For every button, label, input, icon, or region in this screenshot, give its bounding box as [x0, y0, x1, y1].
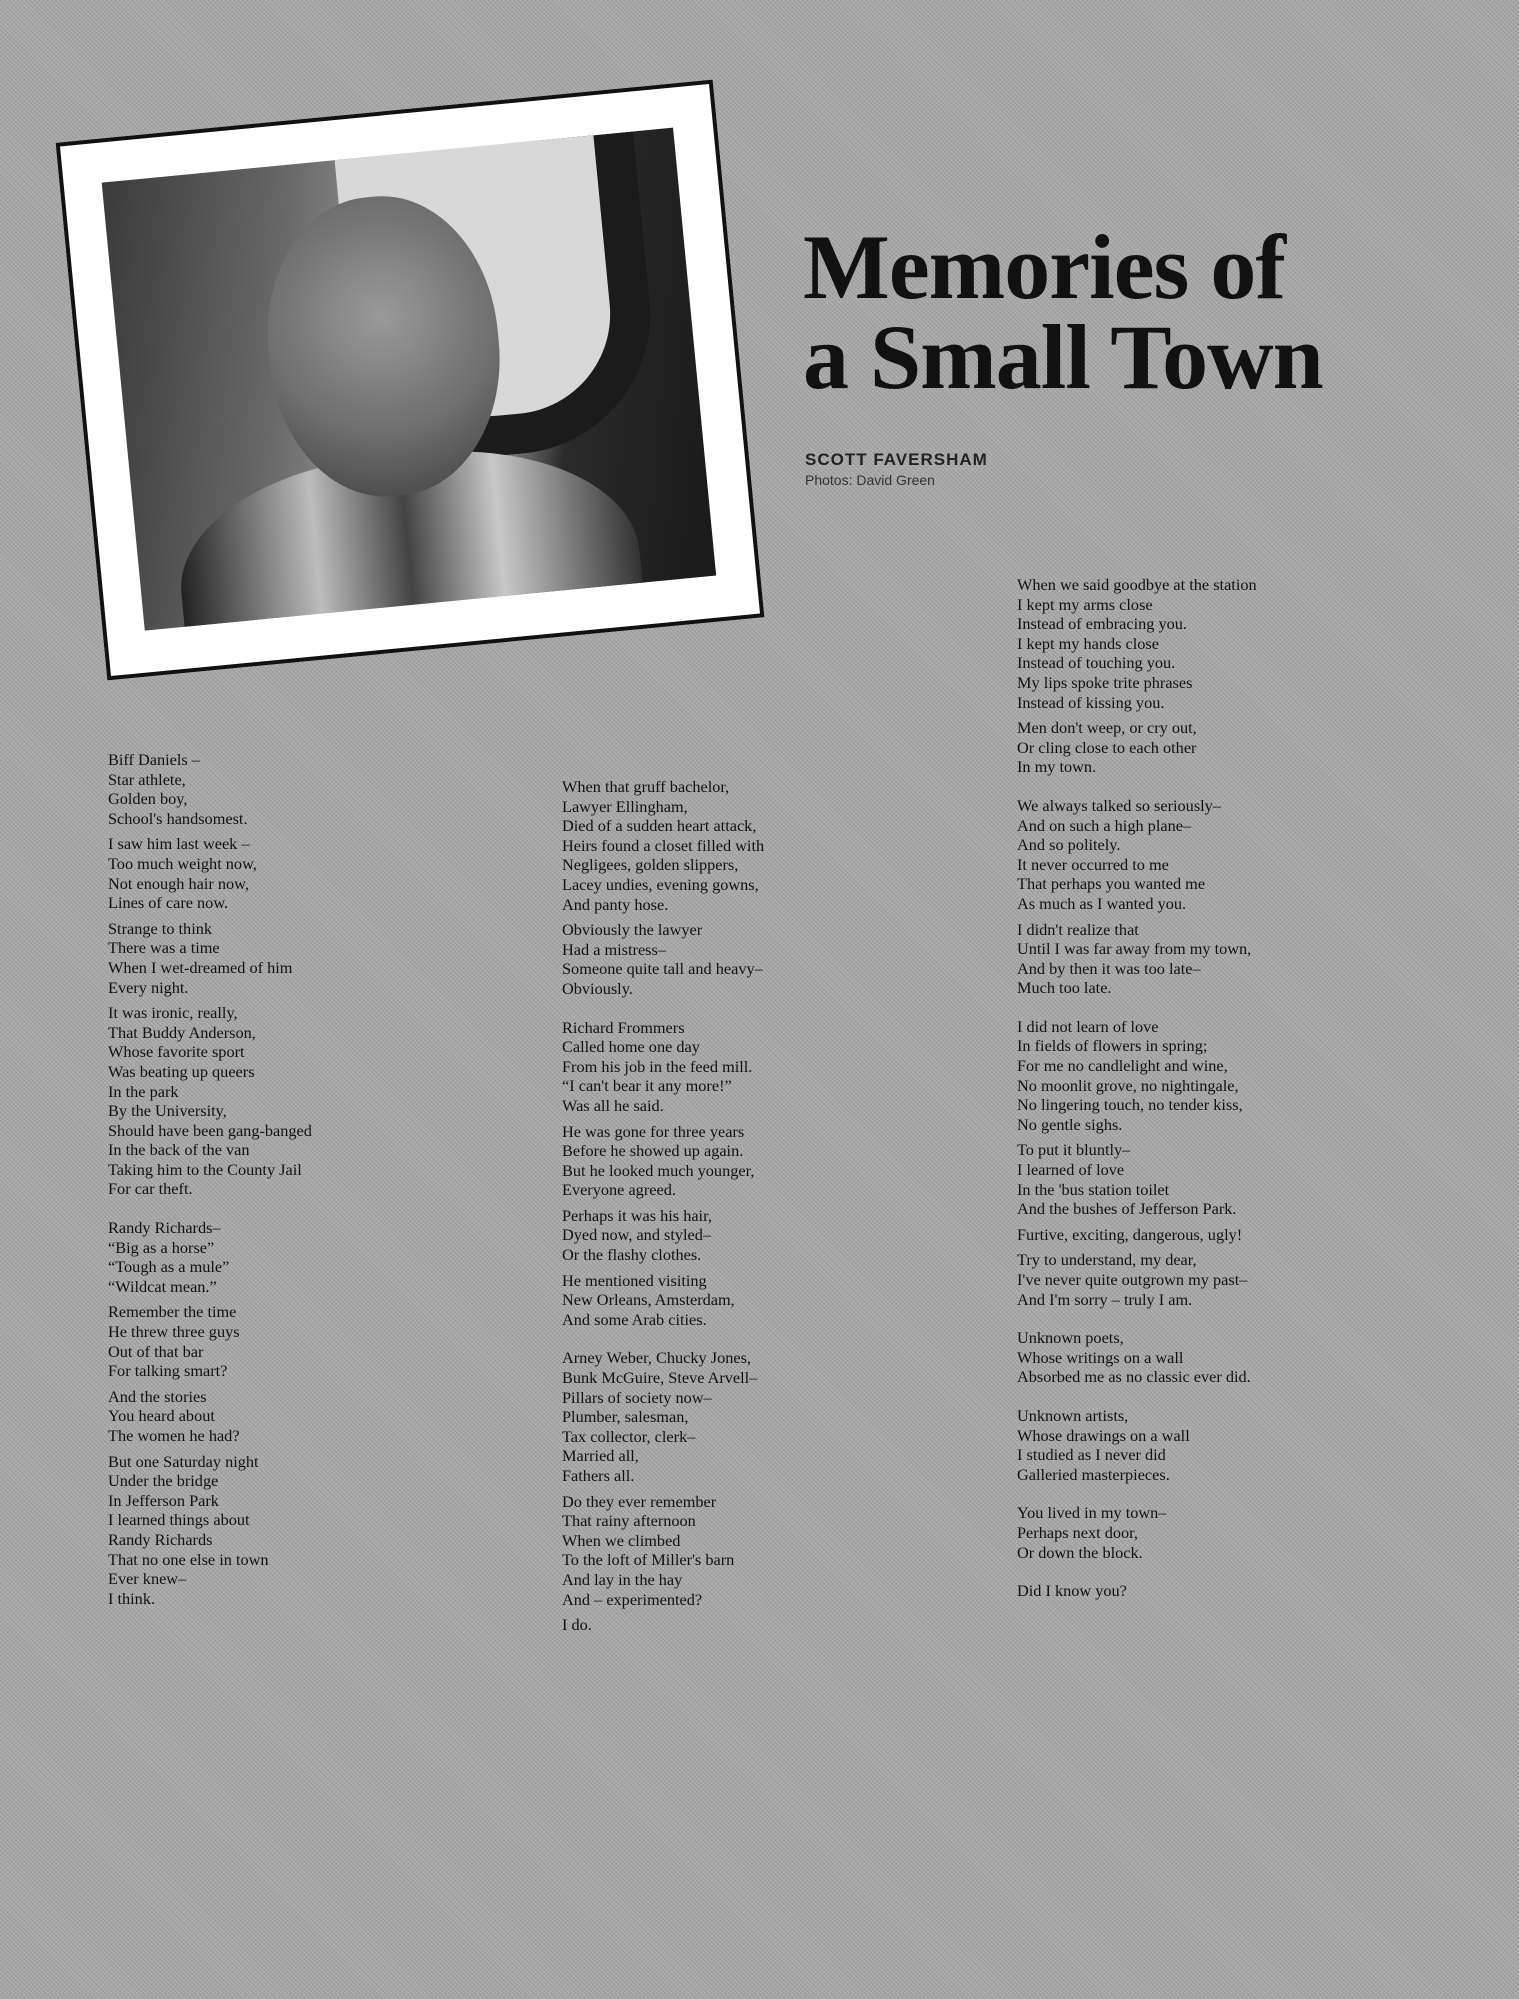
poem-line: Perhaps it was his hair,: [562, 1205, 712, 1225]
stanza: [562, 1271, 764, 1330]
poem-line: Should have been gang-banged: [108, 1120, 312, 1140]
poem-line: Was beating up queers: [108, 1061, 255, 1081]
stanza: [108, 1452, 312, 1609]
poem-column-2: [562, 777, 764, 1654]
poem-line: Tax collector, clerk–: [562, 1426, 696, 1446]
poem-line: It was ironic, really,: [108, 1003, 238, 1023]
stanza: [1017, 1503, 1257, 1562]
poem-line: Obviously.: [562, 978, 633, 998]
poem-line: The women he had?: [108, 1426, 240, 1445]
poem-line: “I can't bear it any more!”: [562, 1076, 732, 1096]
poem-line: And panty hose.: [562, 894, 669, 914]
stanza: [1017, 718, 1257, 777]
poem-line: When I wet-dreamed of him: [108, 957, 293, 977]
poem-line: Pillars of society now–: [562, 1387, 712, 1407]
poem-line: Remember the time: [108, 1302, 237, 1322]
poem-line: Until I was far away from my town,: [1017, 939, 1252, 959]
poem-line: I saw him last week –: [108, 834, 250, 854]
poem-line: It never occurred to me: [1017, 854, 1169, 874]
poem-line: In the back of the van: [108, 1140, 250, 1160]
poem-line: Golden boy,: [108, 789, 188, 809]
poem-line: I learned of love: [1017, 1160, 1125, 1180]
poem-line: Instead of embracing you.: [1017, 614, 1187, 634]
stanza: [1017, 920, 1257, 998]
poem-column-1: [108, 750, 312, 1627]
poem-line: Whose drawings on a wall: [1017, 1425, 1190, 1445]
stanza: [108, 1302, 312, 1380]
stanza: [1017, 1328, 1257, 1387]
poem-line: To the loft of Miller's barn: [562, 1550, 735, 1570]
poem-line: I think.: [108, 1588, 156, 1608]
poem-line: “Wildcat mean.”: [108, 1276, 217, 1296]
poem-line: Called home one day: [562, 1037, 700, 1057]
poem-line: No gentle sighs.: [1017, 1114, 1123, 1134]
poem-line: Lacey undies, evening gowns,: [562, 874, 759, 894]
poem-line: When we climbed: [562, 1530, 681, 1550]
stanza: [562, 1492, 764, 1610]
poem-line: Every night.: [108, 977, 189, 997]
poem-line: And lay in the hay: [562, 1569, 683, 1589]
poem-line: I studied as I never did: [1017, 1445, 1166, 1465]
poem-line: Before he showed up again.: [562, 1141, 744, 1161]
poem-line: And the bushes of Jefferson Park.: [1017, 1199, 1237, 1219]
stanza: [108, 750, 312, 828]
stanza: [562, 777, 764, 914]
poem-line: There was a time: [108, 938, 220, 958]
poem-line: Not enough hair now,: [108, 873, 249, 893]
poem-line: But he looked much younger,: [562, 1160, 755, 1180]
poem-line: I kept my arms close: [1017, 594, 1153, 614]
poem-section: [562, 1018, 764, 1330]
author-byline: SCOTT FAVERSHAM: [805, 450, 988, 469]
poem-line: Instead of kissing you.: [1017, 692, 1165, 712]
poem-line: For car theft.: [108, 1179, 193, 1199]
stanza: [1017, 1140, 1257, 1218]
stanza: [1017, 796, 1257, 914]
article-title: [803, 216, 1323, 409]
stanza: [562, 1615, 764, 1635]
poem-section: [1017, 1328, 1257, 1387]
poem-line: Negligees, golden slippers,: [562, 855, 739, 875]
poem-line: Strange to think: [108, 918, 213, 938]
poem-line: Married all,: [562, 1446, 639, 1466]
stanza: [108, 1218, 312, 1296]
poem-line: Or down the block.: [1017, 1542, 1143, 1562]
poem-line: Too much weight now,: [108, 853, 257, 873]
poem-line: Or cling close to each other: [1017, 737, 1197, 757]
poem-line: Richard Frommers: [562, 1017, 685, 1037]
poem-line: Dyed now, and styled–: [562, 1225, 712, 1245]
poem-line: Unknown artists,: [1017, 1405, 1129, 1425]
poem-line: My lips spoke trite phrases: [1017, 672, 1193, 692]
poem-line: And by then it was too late–: [1017, 958, 1201, 978]
poem-line: Star athlete,: [108, 769, 186, 789]
poem-line: By the University,: [108, 1101, 227, 1121]
poem-line: And so politely.: [1017, 835, 1121, 855]
poem-line: I didn't realize that: [1017, 919, 1139, 939]
poem-line: Try to understand, my dear,: [1017, 1250, 1197, 1270]
poem-section: [108, 750, 312, 1199]
poem-line: Taking him to the County Jail: [108, 1159, 302, 1179]
title-line-1: Memories of: [803, 216, 1285, 318]
poem-line: Randy Richards–: [108, 1218, 221, 1238]
photo-frame: [56, 80, 765, 681]
poem-line: And I'm sorry – truly I am.: [1017, 1289, 1193, 1309]
poem-line: I've never quite outgrown my past–: [1017, 1270, 1248, 1289]
poem-line: He threw three guys: [108, 1322, 240, 1342]
poem-line: School's handsomest.: [108, 808, 248, 828]
poem-line: For me no candlelight and wine,: [1017, 1056, 1228, 1076]
poem-line: And some Arab cities.: [562, 1309, 707, 1329]
poem-line: To put it bluntly–: [1017, 1140, 1131, 1160]
stanza: [1017, 1406, 1257, 1484]
poem-line: Or the flashy clothes.: [562, 1245, 702, 1265]
poem-line: He mentioned visiting: [562, 1270, 707, 1290]
poem-column-3: [1017, 575, 1257, 1620]
poem-line: New Orleans, Amsterdam,: [562, 1290, 735, 1310]
stanza: [1017, 1017, 1257, 1135]
poem-line: That perhaps you wanted me: [1017, 874, 1206, 894]
poem-line: That no one else in town: [108, 1549, 269, 1569]
poem-line: Randy Richards: [108, 1529, 213, 1549]
stanza: [1017, 1581, 1257, 1601]
title-line-2: a Small Town: [803, 306, 1323, 409]
poem-line: As much as I wanted you.: [1017, 893, 1187, 913]
poem-line: From his job in the feed mill.: [562, 1056, 753, 1076]
poem-line: For talking smart?: [108, 1361, 228, 1381]
poem-line: Plumber, salesman,: [562, 1407, 689, 1427]
poem-line: Was all he said.: [562, 1095, 664, 1115]
poem-line: In the 'bus station toilet: [1017, 1179, 1170, 1199]
poem-line: Biff Daniels –: [108, 750, 200, 769]
poem-line: Lines of care now.: [108, 893, 229, 913]
poem-line: Died of a sudden heart attack,: [562, 816, 757, 836]
stanza: [1017, 1225, 1257, 1245]
poem-line: And the stories: [108, 1386, 207, 1406]
poem-line: I did not learn of love: [1017, 1016, 1159, 1036]
poem-line: Did I know you?: [1017, 1581, 1127, 1601]
stanza: [562, 1348, 764, 1485]
poem-section: [1017, 796, 1257, 998]
poem-line: Under the bridge: [108, 1471, 219, 1491]
poem-line: Obviously the lawyer: [562, 920, 703, 940]
poem-line: And – experimented?: [562, 1589, 703, 1609]
stanza: [108, 919, 312, 997]
poem-line: Someone quite tall and heavy–: [562, 959, 763, 979]
poem-line: Ever knew–: [108, 1569, 187, 1589]
poem-line: No moonlit grove, no nightingale,: [1017, 1075, 1239, 1095]
poem-line: When that gruff bachelor,: [562, 777, 730, 796]
poem-line: We always talked so seriously–: [1017, 795, 1221, 815]
poem-section: [1017, 1017, 1257, 1309]
poem-line: Everyone agreed.: [562, 1180, 676, 1200]
poem-line: Arney Weber, Chucky Jones,: [562, 1348, 751, 1368]
photo-credit: Photos: David Green: [805, 472, 935, 488]
poem-line: He was gone for three years: [562, 1121, 745, 1141]
poem-line: I do.: [562, 1615, 592, 1635]
poem-section: [108, 1218, 312, 1608]
poem-line: Whose writings on a wall: [1017, 1347, 1184, 1367]
poem-line: In the park: [108, 1081, 179, 1101]
stanza: [562, 1206, 764, 1265]
poem-line: You heard about: [108, 1406, 215, 1426]
stanza: [1017, 1250, 1257, 1309]
poem-line: “Big as a horse”: [108, 1237, 215, 1257]
poem-line: No lingering touch, no tender kiss,: [1017, 1095, 1243, 1115]
poem-line: In fields of flowers in spring;: [1017, 1036, 1208, 1056]
poem-line: I kept my hands close: [1017, 633, 1159, 653]
stanza: [108, 834, 312, 912]
portrait-photo: [102, 128, 716, 631]
poem-line: Heirs found a closet filled with: [562, 835, 765, 855]
poem-line: When we said goodbye at the station: [1017, 575, 1257, 594]
poem-line: And on such a high plane–: [1017, 815, 1192, 835]
poem-line: Instead of touching you.: [1017, 653, 1176, 673]
poem-line: That Buddy Anderson,: [108, 1022, 256, 1042]
poem-section: [1017, 1581, 1257, 1601]
poem-section: [562, 777, 764, 999]
poem-section: [1017, 1406, 1257, 1484]
poem-section: [1017, 575, 1257, 777]
poem-section: [1017, 1503, 1257, 1562]
poem-line: Whose favorite sport: [108, 1042, 245, 1062]
poem-line: Furtive, exciting, dangerous, ugly!: [1017, 1224, 1243, 1244]
poem-section: [562, 1348, 764, 1634]
poem-line: Do they ever remember: [562, 1491, 717, 1511]
poem-line: But one Saturday night: [108, 1451, 259, 1471]
poem-line: Perhaps next door,: [1017, 1522, 1138, 1542]
poem-line: Galleried masterpieces.: [1017, 1464, 1170, 1484]
poem-line: In my town.: [1017, 757, 1097, 777]
poem-line: Much too late.: [1017, 978, 1112, 998]
stanza: [562, 1122, 764, 1200]
poem-line: Absorbed me as no classic ever did.: [1017, 1367, 1251, 1387]
poem-line: Had a mistress–: [562, 939, 666, 959]
poem-line: Unknown poets,: [1017, 1328, 1124, 1348]
poem-line: In Jefferson Park: [108, 1490, 219, 1510]
stanza: [562, 1018, 764, 1116]
poem-line: That rainy afternoon: [562, 1511, 696, 1531]
poem-line: Men don't weep, or cry out,: [1017, 718, 1197, 738]
stanza: [1017, 575, 1257, 712]
poem-line: “Tough as a mule”: [108, 1257, 230, 1277]
poem-line: Bunk McGuire, Steve Arvell–: [562, 1368, 758, 1388]
stanza: [108, 1003, 312, 1199]
stanza: [108, 1387, 312, 1446]
poem-line: I learned things about: [108, 1510, 250, 1530]
poem-line: Fathers all.: [562, 1466, 635, 1485]
poem-line: Out of that bar: [108, 1341, 204, 1361]
stanza: [562, 920, 764, 998]
poem-line: Lawyer Ellingham,: [562, 796, 688, 816]
poem-line: You lived in my town–: [1017, 1503, 1167, 1523]
